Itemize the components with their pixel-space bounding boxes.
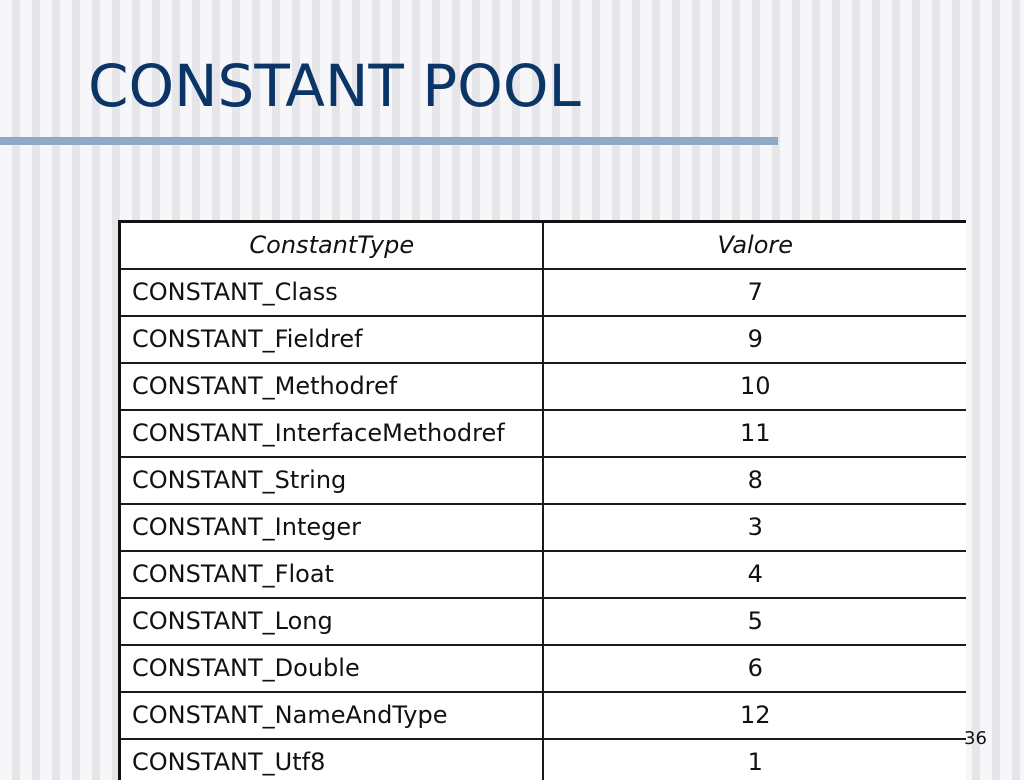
- table-row: [120, 316, 967, 363]
- constant-type-cell: CONSTANT_InterfaceMethodref: [120, 410, 543, 457]
- constant-type-cell: CONSTANT_Fieldref: [120, 316, 543, 363]
- title-underline: [0, 137, 778, 145]
- table-row: [120, 739, 967, 780]
- table-row: [120, 363, 967, 410]
- constant-type-cell: CONSTANT_Long: [120, 598, 543, 645]
- constant-value-cell: 11: [543, 410, 967, 457]
- constant-type-cell: CONSTANT_Utf8: [120, 739, 543, 780]
- slide-title: CONSTANT POOL: [88, 52, 581, 120]
- table-row: [120, 504, 967, 551]
- table-row: [120, 645, 967, 692]
- constant-value-cell: 8: [543, 457, 967, 504]
- column-header-valore: Valore: [543, 222, 967, 270]
- table-header-row: [120, 222, 967, 270]
- constant-type-cell: CONSTANT_Integer: [120, 504, 543, 551]
- table-row: [120, 457, 967, 504]
- constant-value-cell: 9: [543, 316, 967, 363]
- constant-type-cell: CONSTANT_Double: [120, 645, 543, 692]
- constant-pool-table: [118, 220, 966, 780]
- constant-type-cell: CONSTANT_Methodref: [120, 363, 543, 410]
- constant-value-cell: 12: [543, 692, 967, 739]
- constant-value-cell: 4: [543, 551, 967, 598]
- table-row: [120, 692, 967, 739]
- table-row: [120, 598, 967, 645]
- constant-pool-table-container: [118, 220, 966, 780]
- constant-type-cell: CONSTANT_NameAndType: [120, 692, 543, 739]
- constant-type-cell: CONSTANT_Class: [120, 269, 543, 316]
- constant-value-cell: 10: [543, 363, 967, 410]
- page-number: 36: [964, 728, 987, 749]
- constant-value-cell: 6: [543, 645, 967, 692]
- constant-value-cell: 5: [543, 598, 967, 645]
- constant-type-cell: CONSTANT_Float: [120, 551, 543, 598]
- constant-value-cell: 7: [543, 269, 967, 316]
- constant-type-cell: CONSTANT_String: [120, 457, 543, 504]
- constant-value-cell: 1: [543, 739, 967, 780]
- table-row: [120, 551, 967, 598]
- table-row: [120, 410, 967, 457]
- table-row: [120, 269, 967, 316]
- constant-value-cell: 3: [543, 504, 967, 551]
- column-header-constant-type: ConstantType: [120, 222, 543, 270]
